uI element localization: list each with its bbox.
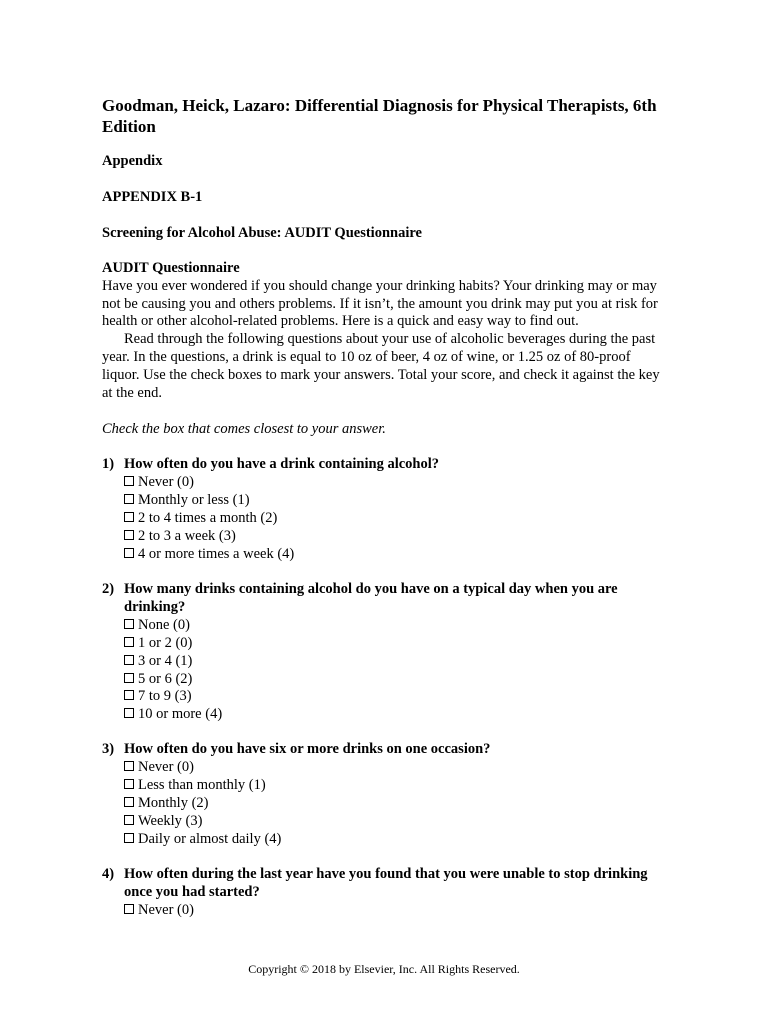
option-label: Never (0) bbox=[138, 758, 194, 775]
option-label: 2 to 4 times a month (2) bbox=[138, 509, 278, 526]
answer-option[interactable] bbox=[124, 777, 664, 795]
question-header bbox=[102, 741, 664, 759]
checkbox-icon[interactable] bbox=[124, 476, 134, 486]
option-label: Daily or almost daily (4) bbox=[138, 830, 282, 847]
option-label: 3 or 4 (1) bbox=[138, 652, 193, 669]
checkbox-icon[interactable] bbox=[124, 833, 134, 843]
option-label: Monthly or less (1) bbox=[138, 491, 250, 508]
checkbox-icon[interactable] bbox=[124, 673, 134, 683]
answer-option[interactable] bbox=[124, 510, 664, 528]
intro-heading: AUDIT Questionnaire bbox=[102, 260, 240, 276]
question-text: How often do you have six or more drinks on one occasion? bbox=[124, 741, 491, 757]
answer-option[interactable] bbox=[124, 492, 664, 510]
checkbox-icon[interactable] bbox=[124, 815, 134, 825]
answer-option[interactable] bbox=[124, 528, 664, 546]
answer-option[interactable] bbox=[124, 902, 664, 920]
question-3 bbox=[102, 741, 664, 848]
question-header bbox=[102, 581, 664, 617]
checkbox-icon[interactable] bbox=[124, 512, 134, 522]
option-label: Weekly (3) bbox=[138, 812, 203, 829]
checkbox-icon[interactable] bbox=[124, 797, 134, 807]
answer-option[interactable] bbox=[124, 635, 664, 653]
checkbox-icon[interactable] bbox=[124, 530, 134, 540]
answer-option[interactable] bbox=[124, 759, 664, 777]
option-label: 1 or 2 (0) bbox=[138, 634, 193, 651]
answer-option[interactable] bbox=[124, 671, 664, 689]
answer-option[interactable] bbox=[124, 813, 664, 831]
option-label: 2 to 3 a week (3) bbox=[138, 527, 236, 544]
intro-section bbox=[102, 260, 664, 402]
option-label: 4 or more times a week (4) bbox=[138, 545, 295, 562]
instruction-text: Check the box that comes closest to your answer. bbox=[102, 421, 386, 437]
intro-paragraph-1: Have you ever wondered if you should change your drinking habits? Your drinking may or may not be causing you and others problems. If it isn’t, the amount you drink may put you at risk for health or other alcohol-related problems. Here is a quick and easy way to find out. bbox=[102, 277, 658, 330]
checkbox-icon[interactable] bbox=[124, 619, 134, 629]
option-label: None (0) bbox=[138, 616, 190, 633]
checkbox-icon[interactable] bbox=[124, 637, 134, 647]
answer-options bbox=[102, 759, 664, 849]
answer-option[interactable] bbox=[124, 795, 664, 813]
question-1 bbox=[102, 456, 664, 563]
copyright-footer: Copyright © 2018 by Elsevier, Inc. All Rights Reserved. bbox=[248, 962, 520, 976]
checkbox-icon[interactable] bbox=[124, 690, 134, 700]
question-number: 4) bbox=[102, 866, 115, 882]
checkbox-icon[interactable] bbox=[124, 494, 134, 504]
answer-options bbox=[102, 617, 664, 724]
answer-option[interactable] bbox=[124, 653, 664, 671]
checkbox-icon[interactable] bbox=[124, 655, 134, 665]
question-number: 1) bbox=[102, 456, 115, 472]
question-number: 3) bbox=[102, 741, 115, 757]
question-2 bbox=[102, 581, 664, 724]
answer-options bbox=[102, 474, 664, 564]
question-header bbox=[102, 456, 664, 474]
checkbox-icon[interactable] bbox=[124, 761, 134, 771]
checkbox-icon[interactable] bbox=[124, 904, 134, 914]
option-label: 10 or more (4) bbox=[138, 706, 223, 723]
option-label: Never (0) bbox=[138, 901, 194, 918]
option-label: 5 or 6 (2) bbox=[138, 670, 193, 687]
answer-options bbox=[102, 902, 664, 920]
answer-option[interactable] bbox=[124, 706, 664, 724]
answer-option[interactable] bbox=[124, 831, 664, 849]
question-text: How many drinks containing alcohol do you have on a typical day when you are drinking? bbox=[124, 581, 618, 615]
answer-option[interactable] bbox=[124, 688, 664, 706]
question-text: How often during the last year have you found that you were unable to stop drinking once you had started? bbox=[124, 866, 648, 900]
option-label: Never (0) bbox=[138, 473, 194, 490]
appendix-label: Appendix bbox=[102, 153, 163, 169]
question-number: 2) bbox=[102, 581, 115, 597]
intro-paragraph-2: Read through the following questions about your use of alcoholic beverages during the past year. In the questions, a drink is equal to 10 oz of beer, 4 oz of wine, or 1.25 oz of 80-proof liquor. Use the check boxes to mark your answers. Total your score, and check it against the key at the end. bbox=[102, 331, 660, 401]
answer-option[interactable] bbox=[124, 617, 664, 635]
option-label: Less than monthly (1) bbox=[138, 776, 266, 793]
option-label: Monthly (2) bbox=[138, 794, 209, 811]
question-header bbox=[102, 866, 664, 902]
answer-option[interactable] bbox=[124, 546, 664, 564]
book-title: Goodman, Heick, Lazaro: Differential Diagnosis for Physical Therapists, 6th Edition bbox=[102, 96, 657, 136]
answer-option[interactable] bbox=[124, 474, 664, 492]
question-text: How often do you have a drink containing alcohol? bbox=[124, 456, 440, 472]
section-title: Screening for Alcohol Abuse: AUDIT Questionnaire bbox=[102, 225, 422, 241]
checkbox-icon[interactable] bbox=[124, 779, 134, 789]
option-label: 7 to 9 (3) bbox=[138, 688, 192, 705]
question-4 bbox=[102, 866, 664, 920]
checkbox-icon[interactable] bbox=[124, 708, 134, 718]
checkbox-icon[interactable] bbox=[124, 548, 134, 558]
appendix-id: APPENDIX B-1 bbox=[102, 189, 203, 205]
